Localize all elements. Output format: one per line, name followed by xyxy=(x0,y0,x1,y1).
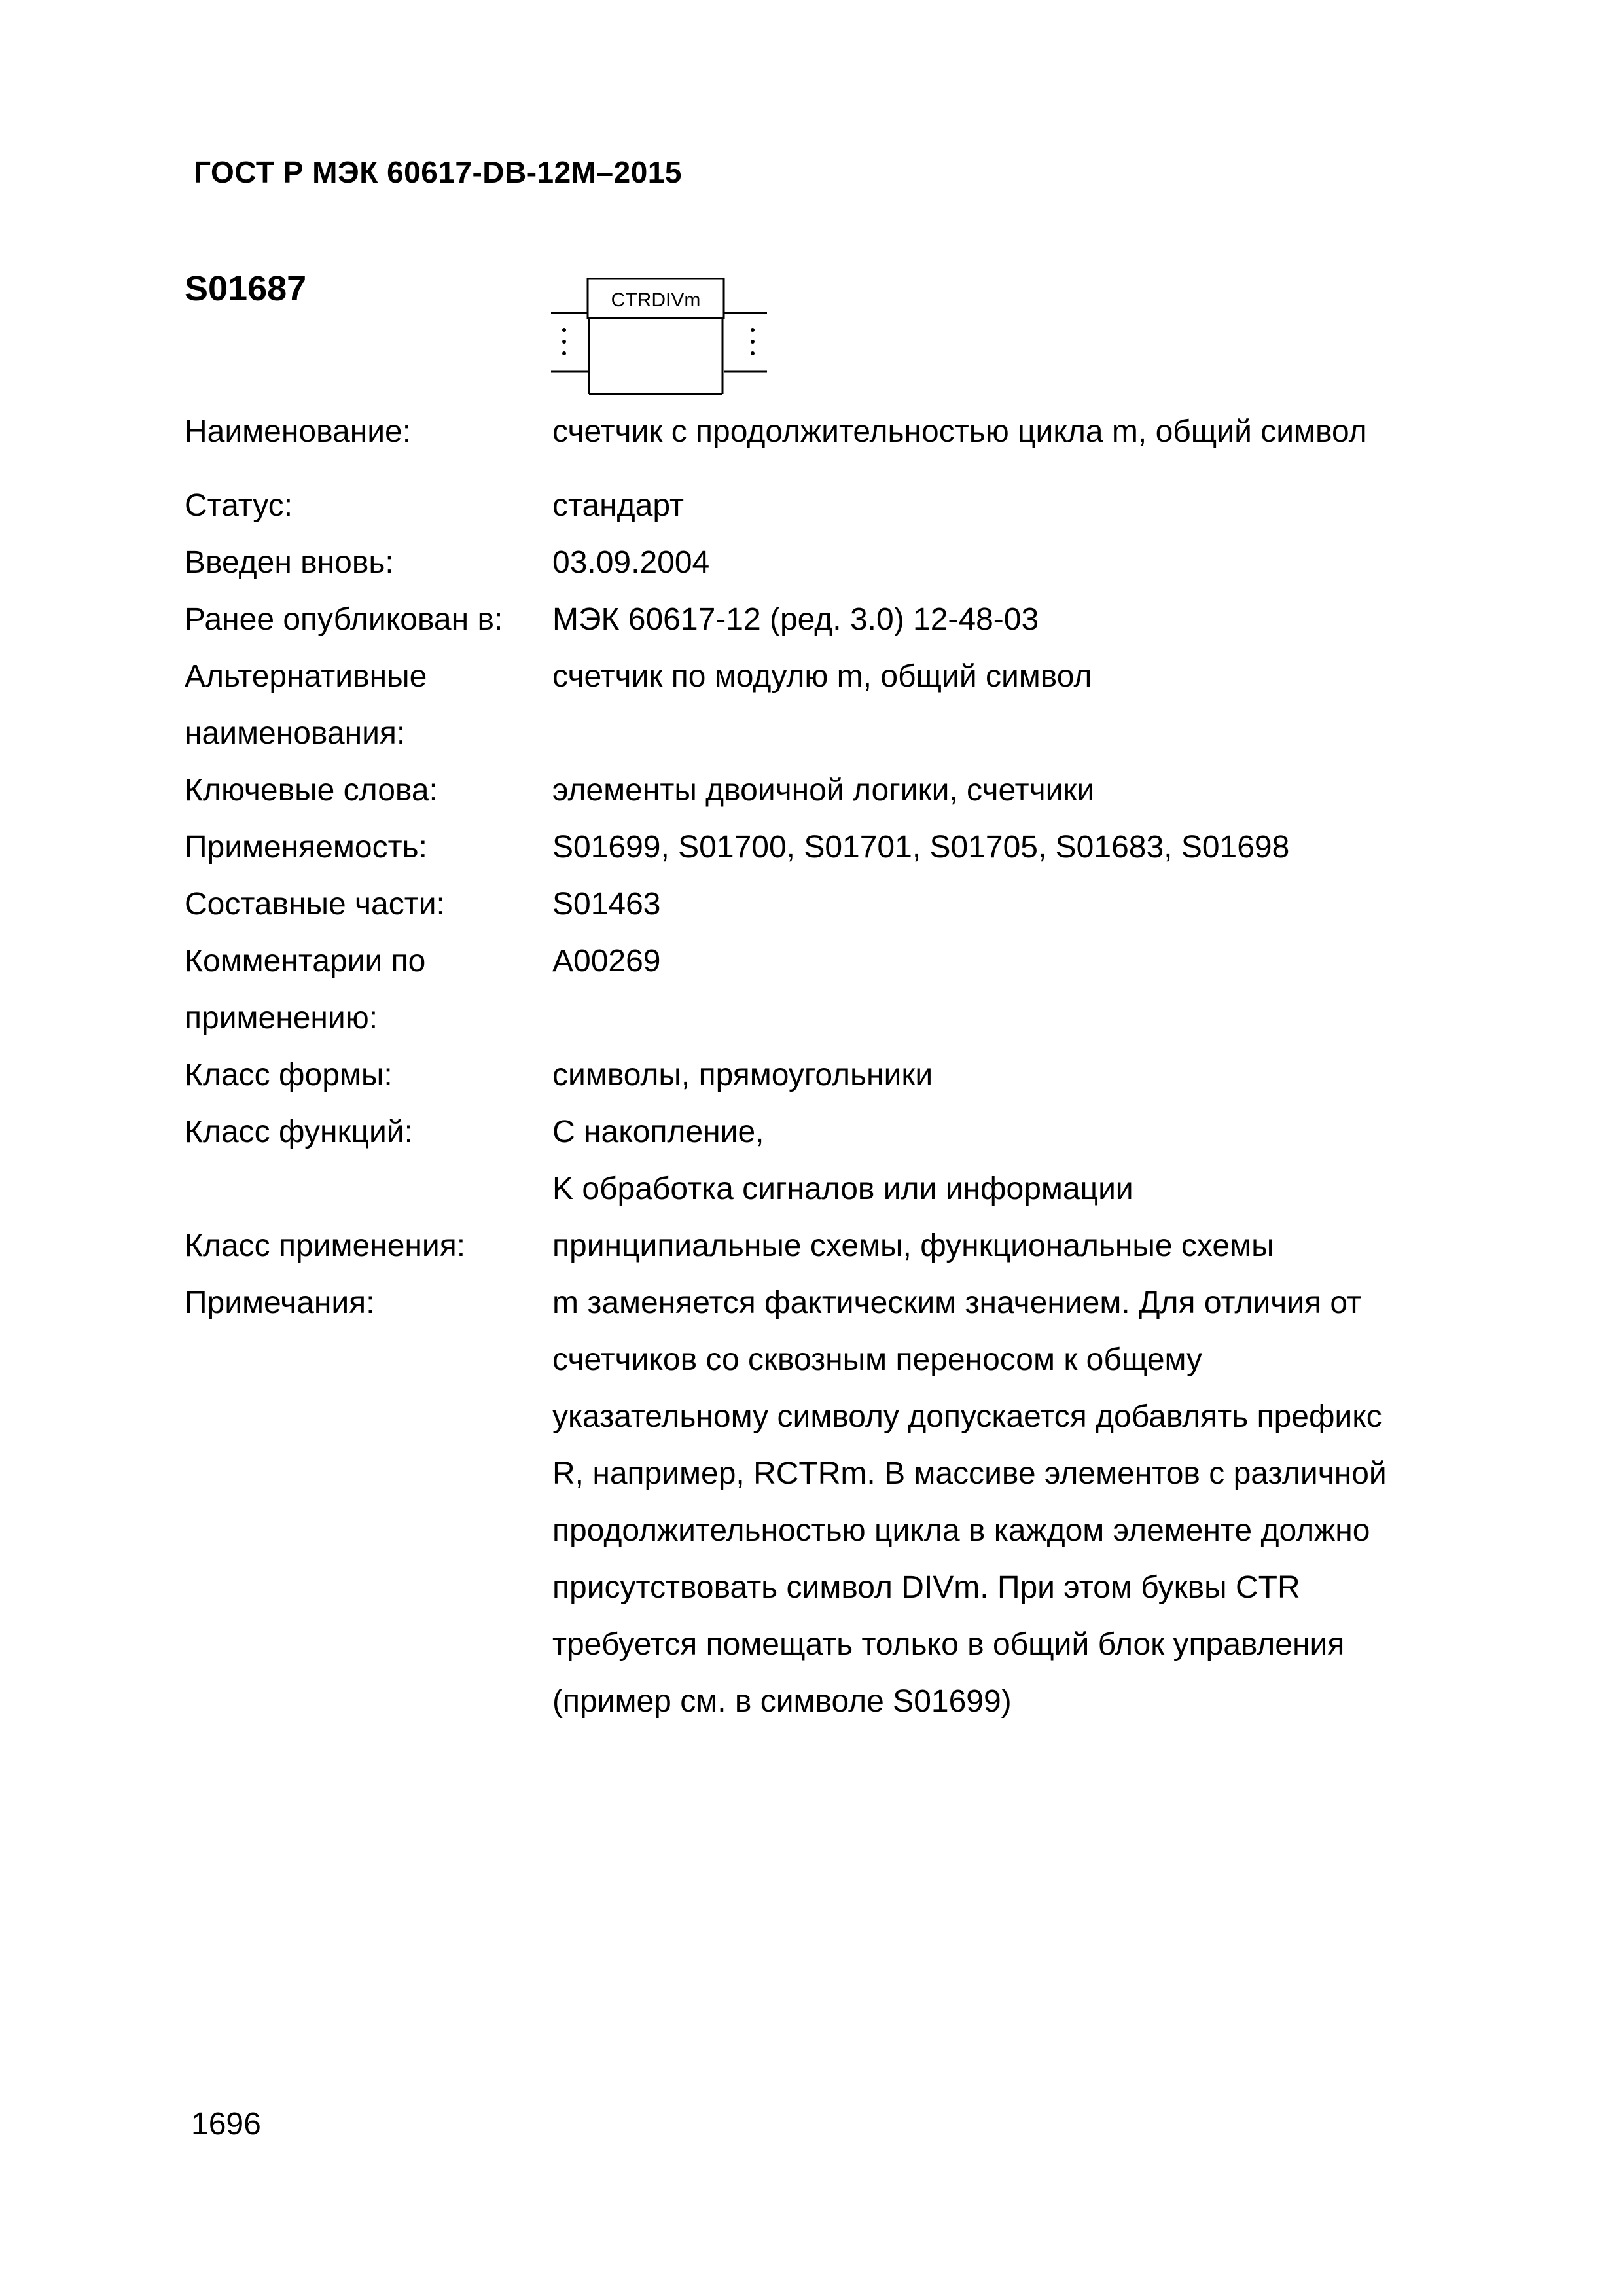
property-label: Наименование: xyxy=(185,414,412,449)
property-value xyxy=(552,591,1467,648)
property-value xyxy=(552,648,1467,762)
notes-line: присутствовать символ DIVm. При этом буквы CTR xyxy=(552,1570,1300,1605)
property-label: Статус: xyxy=(185,488,293,523)
property-label: Ранее опубликован в: xyxy=(185,602,503,637)
property-value-text: S01463 xyxy=(552,887,661,922)
property-row-keywords xyxy=(185,762,1467,819)
property-row-function-class xyxy=(185,1103,1467,1217)
property-value xyxy=(552,762,1467,819)
property-row-published-in xyxy=(185,591,1467,648)
property-value xyxy=(552,1103,1467,1217)
property-label-line: Комментарии по xyxy=(185,944,426,978)
property-row-application-class xyxy=(185,1217,1467,1274)
notes-line: R, например, RCTRm. В массиве элементов с различной xyxy=(552,1456,1387,1491)
property-row-notes xyxy=(185,1274,1467,1730)
property-label-line: применению: xyxy=(185,1001,378,1035)
property-value-text: элементы двоичной логики, счетчики xyxy=(552,773,1095,808)
spacer xyxy=(185,460,1467,477)
property-label: Введен вновь: xyxy=(185,545,394,580)
property-label xyxy=(185,933,552,1047)
right-ellipsis-dots xyxy=(751,328,755,355)
property-value xyxy=(552,477,1467,534)
property-label xyxy=(185,648,552,762)
property-value-text: стандарт xyxy=(552,488,684,523)
notes-line: требуется помещать только в общий блок управления xyxy=(552,1627,1345,1662)
property-value xyxy=(552,1217,1467,1274)
property-value-text: C накопление, xyxy=(552,1115,764,1149)
property-value-text: S01699, S01700, S01701, S01705, S01683, S01698 xyxy=(552,830,1290,865)
property-row-alt-names xyxy=(185,648,1467,762)
property-row-introduced xyxy=(185,534,1467,591)
symbol-id: S01687 xyxy=(185,269,307,308)
property-value xyxy=(552,933,1467,1047)
property-label: Класс функций: xyxy=(185,1115,413,1149)
property-value-text: принципиальные схемы, функциональные схемы xyxy=(552,1229,1274,1263)
property-label: Примечания: xyxy=(185,1285,375,1320)
property-value-text: МЭК 60617-12 (ред. 3.0) 12-48-03 xyxy=(552,602,1039,637)
property-value xyxy=(552,1047,1467,1103)
property-value-text: K обработка сигналов или информации xyxy=(552,1172,1133,1206)
property-value-text: счетчик с продолжительностью цикла m, общий символ xyxy=(552,414,1367,449)
notes-line: продолжительностью цикла в каждом элементе должно xyxy=(552,1513,1370,1548)
property-value xyxy=(552,876,1467,933)
property-label: Применяемость: xyxy=(185,830,427,865)
property-label: Ключевые слова: xyxy=(185,773,438,808)
notes-line: m заменяется фактическим значением. Для отличия от xyxy=(552,1285,1362,1320)
property-label: Класс применения: xyxy=(185,1229,466,1263)
notes-line: указательному символу допускается добавлять префикс xyxy=(552,1399,1382,1434)
property-value xyxy=(552,403,1467,460)
property-value xyxy=(552,534,1467,591)
document-header-title: ГОСТ Р МЭК 60617-DB-12M–2015 xyxy=(194,155,682,189)
property-label: Составные части: xyxy=(185,887,445,922)
property-row-applicability xyxy=(185,819,1467,876)
property-value xyxy=(552,819,1467,876)
notes-text xyxy=(552,1274,1467,1730)
property-value-text: A00269 xyxy=(552,944,661,978)
notes-line: (пример см. в символе S01699) xyxy=(552,1684,1012,1719)
symbol-graphic-label: CTRDIVm xyxy=(611,289,701,311)
property-value-text: счетчик по модулю m, общий символ xyxy=(552,659,1092,694)
property-label-line: наименования: xyxy=(185,716,406,751)
page-number: 1696 xyxy=(191,2107,261,2142)
property-row-shape-class xyxy=(185,1047,1467,1103)
property-label-line: Альтернативные xyxy=(185,659,427,694)
notes-line: счетчиков со сквозным переносом к общему xyxy=(552,1342,1203,1377)
property-label: Класс формы: xyxy=(185,1058,393,1092)
property-row-components xyxy=(185,876,1467,933)
symbol-properties xyxy=(185,403,1467,1730)
left-ellipsis-dots xyxy=(562,328,566,355)
property-value-text: 03.09.2004 xyxy=(552,545,710,580)
property-row-name xyxy=(185,403,1467,460)
counter-symbol-graphic xyxy=(544,274,780,404)
property-value-text: символы, прямоугольники xyxy=(552,1058,933,1092)
property-row-usage-comments xyxy=(185,933,1467,1047)
property-row-status xyxy=(185,477,1467,534)
